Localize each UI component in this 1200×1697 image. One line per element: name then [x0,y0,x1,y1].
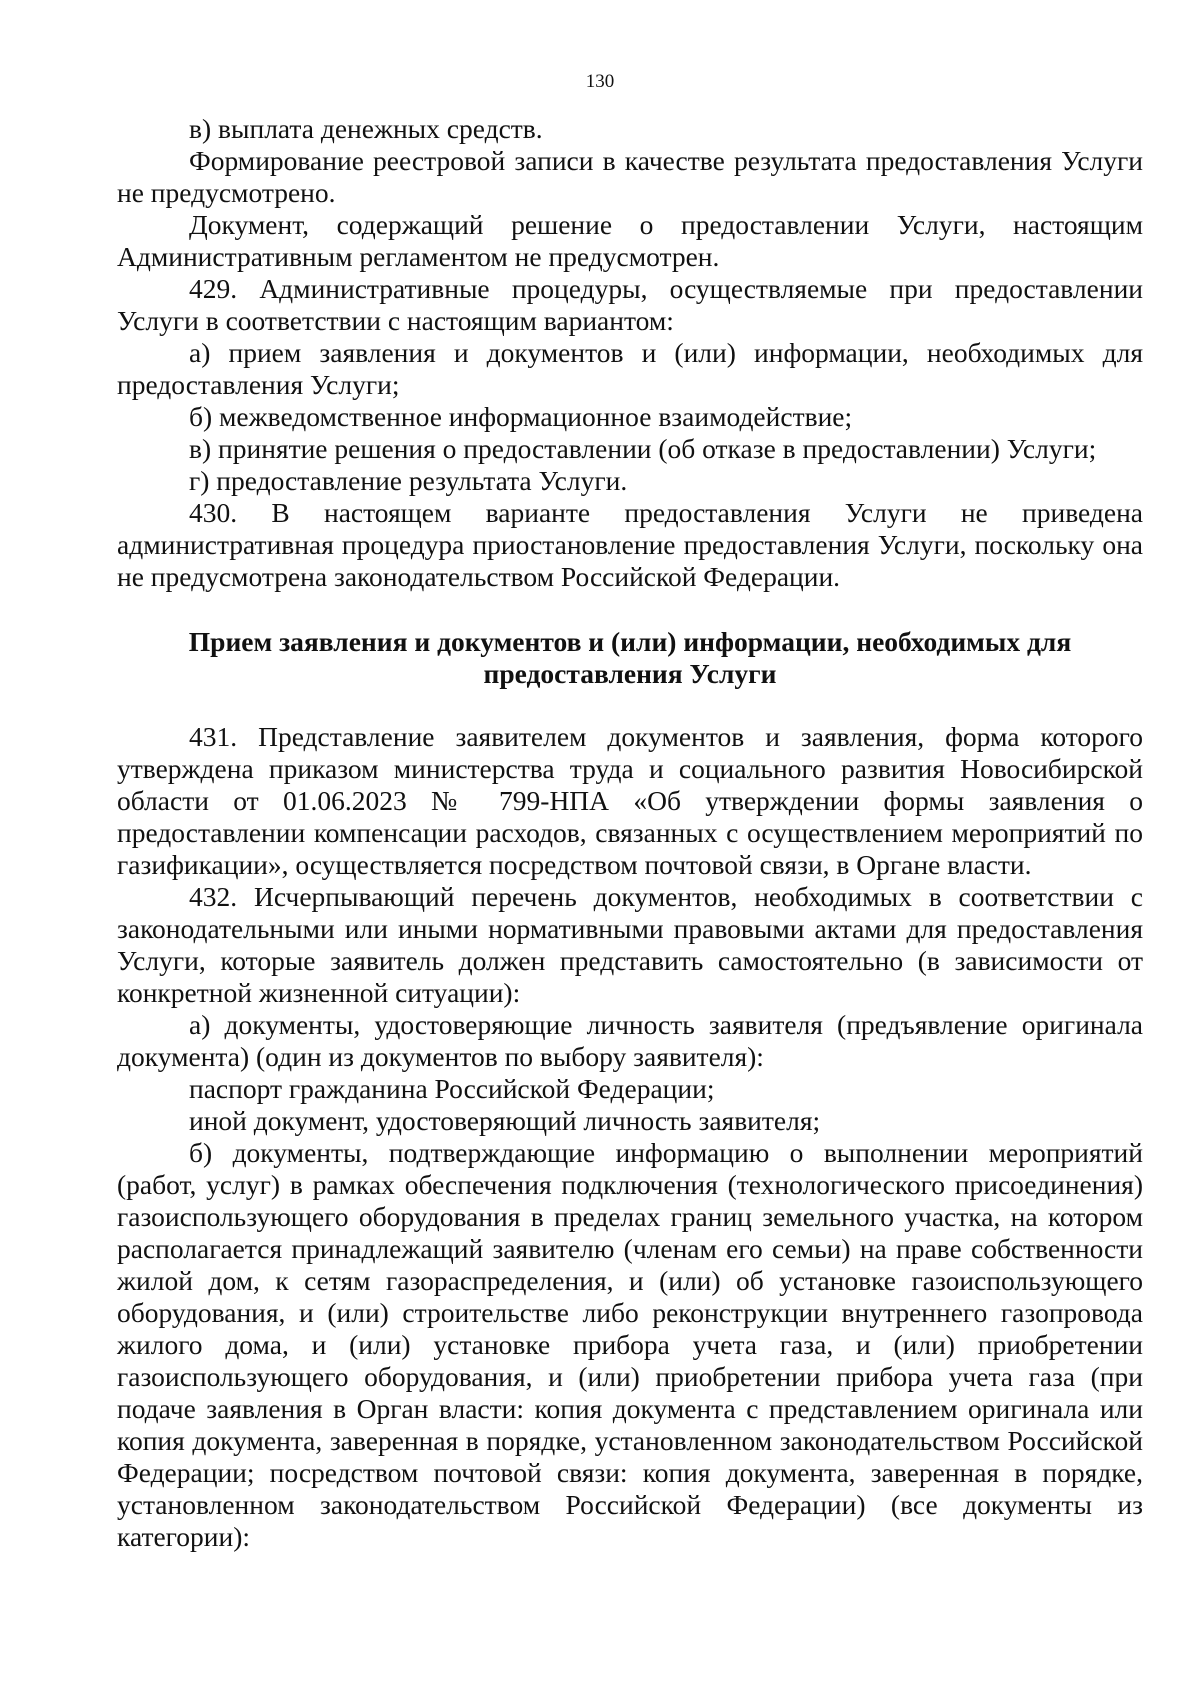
section-heading-line1: Прием заявления и документов и (или) информации, необходимых для [188,626,1072,657]
paragraph-item-v-payment: в) выплата денежных средств. [189,113,543,144]
paragraph-registry-record: Формирование реестровой записи в качестве результата предоставления Услуги не предусмотрено. [117,145,1143,208]
paragraph-432: 432. Исчерпывающий перечень документов, необходимых в соответствии с законодательными или иными нормативными правовыми актами для предоставления Услуги, которые заявитель должен представить самостоятельно (в зависимости от конкретной жизненной ситуации): [117,881,1143,1008]
paragraph-429: 429. Административные процедуры, осуществляемые при предоставлении Услуги в соответствии с настоящим вариантом: [117,273,1143,336]
list-item-other-id: иной документ, удостоверяющий личность заявителя; [189,1105,821,1136]
list-item-429-b: б) межведомственное информационное взаимодействие; [189,401,853,432]
section-heading-line2: предоставления Услуги [483,658,777,689]
document-body [117,113,1143,1553]
list-item-passport: паспорт гражданина Российской Федерации; [189,1073,715,1104]
paragraph-431: 431. Представление заявителем документов и заявления, форма которого утверждена приказом министерства труда и социального развития Новосибирской области от 01.06.2023 № 799-НПА «Об утверждении формы заявления о предоставлении компенсации расходов, связанных с осуществлением мероприятий по газификации», осуществляется посредством почтовой связи, в Органе власти. [117,721,1143,880]
page-number: 130 [585,71,615,92]
list-item-432-a: а) документы, удостоверяющие личность заявителя (предъявление оригинала документа) (один из документов по выбору заявителя): [117,1009,1143,1072]
list-item-432-b: б) документы, подтверждающие информацию о выполнении мероприятий (работ, услуг) в рамках обеспечения подключения (технологического присоединения) газоиспользующего оборудования в пределах границ земельного участка, на котором располагается принадлежащий заявителю (членам его семьи) на праве собственности жилой дом, к сетям газораспределения, и (или) об установке газоиспользующего оборудования, и (или) строительстве либо реконструкции внутреннего газопровода жилого дома, и (или) установке прибора учета газа, и (или) приобретении газоиспользующего оборудования, и (или) приобретении прибора учета газа (при подаче заявления в Орган власти: копия документа с представлением оригинала или копия документа, заверенная в порядке, установленном законодательством Российской Федерации; посредством почтовой связи: копия документа, заверенная в порядке, установленном законодательством Российской Федерации) (все документы из категории): [117,1137,1143,1552]
paragraph-decision-document: Документ, содержащий решение о предоставлении Услуги, настоящим Административным регламентом не предусмотрен. [117,209,1143,272]
list-item-429-v: в) принятие решения о предоставлении (об отказе в предоставлении) Услуги; [189,433,1097,464]
list-item-429-a: а) прием заявления и документов и (или) информации, необходимых для предоставления Услуги; [117,337,1143,400]
list-item-429-g: г) предоставление результата Услуги. [189,465,628,496]
section-heading [117,626,1143,690]
paragraph-430: 430. В настоящем варианте предоставления Услуги не приведена административная процедура приостановление предоставления Услуги, поскольку она не предусмотрена законодательством Российской Федерации. [117,497,1143,592]
